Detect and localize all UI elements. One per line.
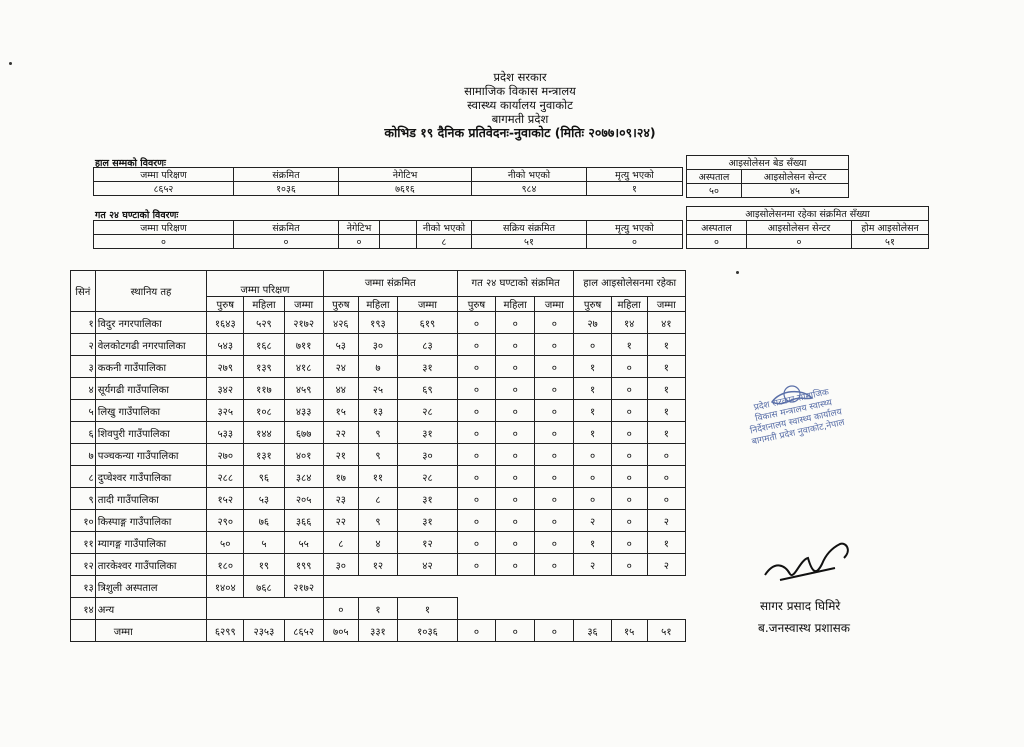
row-value: ७११ <box>284 334 323 356</box>
sub-header-cell: पुरुष <box>574 297 611 312</box>
header-line-3: स्वास्थ्य कार्यालय नुवाकोट <box>467 98 573 112</box>
row-value: १९९ <box>284 554 323 576</box>
row-value: ३० <box>358 334 397 356</box>
row-serial: ३ <box>71 356 96 378</box>
summary-24h-header-cell: जम्मा परिक्षण <box>94 221 234 235</box>
row-value: ८ <box>358 488 397 510</box>
row-value: २ <box>574 554 611 576</box>
report-title: कोभिड १९ दैनिक प्रतिवेदनः-नुवाकोट (मितिः २०७७।०९।२४) <box>384 125 656 140</box>
summary-header-cell: नीको भएको <box>472 168 587 182</box>
row-value: १ <box>647 422 685 444</box>
summary-24h-value-cell: ० <box>339 235 380 249</box>
row-value: १ <box>574 356 611 378</box>
row-value: ० <box>535 312 574 334</box>
isolation-infected-table <box>686 206 929 249</box>
row-value: १९ <box>244 554 284 576</box>
row-value: ११ <box>358 466 397 488</box>
group-infected-header: जम्मा संक्रमित <box>323 271 457 297</box>
header-line-4: बागमती प्रदेश <box>491 112 549 126</box>
total-value: ७०५ <box>323 620 358 642</box>
row-value: ० <box>535 378 574 400</box>
col-sn-header: सिनं <box>71 271 96 312</box>
table-row <box>71 334 686 356</box>
row-value: ० <box>457 532 495 554</box>
row-value: ३० <box>398 444 458 466</box>
sub-header-cell: पुरुष <box>323 297 358 312</box>
row-value: ० <box>457 400 495 422</box>
row-value: ० <box>647 488 685 510</box>
row-value: ४ <box>358 532 397 554</box>
total-value: ० <box>457 620 495 642</box>
row-serial: १० <box>71 510 96 532</box>
row-empty <box>207 598 324 620</box>
row-value: १४४ <box>244 422 284 444</box>
row-value: ६१९ <box>398 312 458 334</box>
row-value: ० <box>574 488 611 510</box>
row-value: १५२ <box>207 488 244 510</box>
row-value: ० <box>496 488 535 510</box>
row-value: ० <box>457 554 495 576</box>
row-value: १ <box>574 422 611 444</box>
row-value: ० <box>535 554 574 576</box>
row-value: ५३३ <box>207 422 244 444</box>
row-value: २८८ <box>207 466 244 488</box>
isolation-infected-value: ० <box>687 235 747 249</box>
row-local-name: त्रिशुली अस्पताल <box>95 576 206 598</box>
row-serial: ११ <box>71 532 96 554</box>
row-value: ४५९ <box>284 378 323 400</box>
table-row <box>71 576 686 598</box>
row-local-name: ककनी गाउँपालिका <box>95 356 206 378</box>
row-value: १७ <box>323 466 358 488</box>
row-value: ० <box>496 356 535 378</box>
row-value: ८३ <box>398 334 458 356</box>
summary-24h-value-cell: ८ <box>417 235 472 249</box>
row-value: ४१ <box>647 312 685 334</box>
row-value: १ <box>647 532 685 554</box>
row-value: ४१८ <box>284 356 323 378</box>
table-row <box>71 510 686 532</box>
row-value: ० <box>496 312 535 334</box>
row-value: ३२५ <box>207 400 244 422</box>
row-local-name: शिवपुरी गाउँपालिका <box>95 422 206 444</box>
row-value: ४४ <box>323 378 358 400</box>
summary-24h-value-cell: ० <box>587 235 683 249</box>
table-row <box>71 356 686 378</box>
row-value: ४३३ <box>284 400 323 422</box>
row-value: १ <box>398 598 458 620</box>
row-value: ७ <box>358 356 397 378</box>
row-serial: ४ <box>71 378 96 400</box>
row-value: ५५ <box>284 532 323 554</box>
row-value: ० <box>457 422 495 444</box>
row-value: ६७७ <box>284 422 323 444</box>
summary-24h-header-cell <box>380 221 417 235</box>
signatory-name: सागर प्रसाद घिमिरे <box>760 599 841 613</box>
group-isolation-header: हाल आइसोलेसनमा रहेका <box>574 271 686 297</box>
group-tests-header: जम्मा परिक्षण <box>207 271 324 297</box>
row-value: १४ <box>611 312 647 334</box>
row-serial: ६ <box>71 422 96 444</box>
row-value: ३४२ <box>207 378 244 400</box>
row-value: २ <box>647 554 685 576</box>
row-value: २१७२ <box>284 576 323 598</box>
row-local-name: किस्पाङ्ग गाउँपालिका <box>95 510 206 532</box>
row-value: ८ <box>323 532 358 554</box>
row-value: २७ <box>574 312 611 334</box>
sub-header-cell: महिला <box>358 297 397 312</box>
isolation-infected-title: आइसोलेसनमा रहेका संक्रमित सँख्या <box>687 207 929 221</box>
isolation-bed-title: आइसोलेसन बेड सँख्या <box>687 156 849 170</box>
row-value: ० <box>457 510 495 532</box>
summary-24h-header-cell: नेगेटिभ <box>339 221 380 235</box>
row-value: ९ <box>358 422 397 444</box>
total-value: १०३६ <box>398 620 458 642</box>
row-value: ३६६ <box>284 510 323 532</box>
row-value: ० <box>496 466 535 488</box>
row-value: १ <box>358 598 397 620</box>
table-row <box>71 598 686 620</box>
row-local-name: लिखु गाउँपालिका <box>95 400 206 422</box>
row-value: ० <box>611 400 647 422</box>
isolation-bed-table <box>686 155 849 198</box>
row-value: २१ <box>323 444 358 466</box>
row-value: ५४३ <box>207 334 244 356</box>
row-value: ० <box>611 488 647 510</box>
summary-value-cell: ८६५२ <box>94 182 234 196</box>
row-value: १६८ <box>244 334 284 356</box>
sub-header-cell: महिला <box>244 297 284 312</box>
sub-header-cell: जम्मा <box>647 297 685 312</box>
row-value: ५३ <box>244 488 284 510</box>
row-local-name: तादी गाउँपालिका <box>95 488 206 510</box>
sub-header-cell: महिला <box>611 297 647 312</box>
row-value: ५ <box>244 532 284 554</box>
table-row <box>71 378 686 400</box>
row-value: ० <box>647 466 685 488</box>
isolation-infected-header: होम आइसोलेसन <box>852 221 929 235</box>
row-value: २७९ <box>207 356 244 378</box>
summary-header-cell: जम्मा परिक्षण <box>94 168 234 182</box>
row-serial: ७ <box>71 444 96 466</box>
row-empty <box>457 598 685 620</box>
row-value: ४२६ <box>323 312 358 334</box>
sub-header-cell: महिला <box>496 297 535 312</box>
sub-header-cell: जम्मा <box>398 297 458 312</box>
row-value: ० <box>611 532 647 554</box>
row-value: १३९ <box>244 356 284 378</box>
row-value: १ <box>574 400 611 422</box>
summary-header-cell: मृत्यु भएको <box>587 168 683 182</box>
summary-24h-header-cell: सक्रिय संक्रमित <box>472 221 587 235</box>
total-value: ८६५२ <box>284 620 323 642</box>
summary-total-header-row <box>94 168 683 182</box>
signature <box>760 530 860 590</box>
scan-speck <box>736 271 739 274</box>
row-value: १३१ <box>244 444 284 466</box>
summary-24h-header-cell: संक्रमित <box>234 221 339 235</box>
row-serial: १३ <box>71 576 96 598</box>
row-value: ० <box>457 444 495 466</box>
table-row <box>71 400 686 422</box>
row-value: ९ <box>358 510 397 532</box>
row-value: १ <box>647 400 685 422</box>
total-value: ० <box>535 620 574 642</box>
row-value: ४०१ <box>284 444 323 466</box>
table-row <box>71 312 686 334</box>
total-label: जम्मा <box>95 620 206 642</box>
isolation-header-cell: आइसोलेसन सेन्टर <box>742 170 849 184</box>
row-value: ० <box>611 356 647 378</box>
table-row <box>71 422 686 444</box>
row-value: १ <box>647 334 685 356</box>
isolation-infected-header: अस्पताल <box>687 221 747 235</box>
row-value: ० <box>611 554 647 576</box>
row-value: १४०४ <box>207 576 244 598</box>
row-value: ११७ <box>244 378 284 400</box>
row-value: २१७२ <box>284 312 323 334</box>
row-value: १५ <box>323 400 358 422</box>
summary-value-cell: १०३६ <box>234 182 339 196</box>
row-value: ० <box>611 510 647 532</box>
summary-24h-value-row <box>94 235 683 249</box>
row-value: २८ <box>398 400 458 422</box>
header-line-1: प्रदेश सरकार <box>493 70 547 84</box>
total-value: ० <box>496 620 535 642</box>
total-value: ३३१ <box>358 620 397 642</box>
row-value: ० <box>496 510 535 532</box>
row-value: १२ <box>398 532 458 554</box>
row-local-name: विदुर नगरपालिका <box>95 312 206 334</box>
row-value: ० <box>611 444 647 466</box>
total-value: ५१ <box>647 620 685 642</box>
row-value: ० <box>611 378 647 400</box>
table-row <box>71 488 686 510</box>
row-empty <box>323 576 685 598</box>
row-value: १ <box>574 532 611 554</box>
row-value: २५ <box>358 378 397 400</box>
row-serial: १ <box>71 312 96 334</box>
main-group-header-row <box>71 271 686 297</box>
row-local-name: तारकेश्वर गाउँपालिका <box>95 554 206 576</box>
row-value: ३० <box>323 554 358 576</box>
row-value: २९० <box>207 510 244 532</box>
row-value: १ <box>647 356 685 378</box>
report-header <box>300 70 740 140</box>
summary-24h-header-row <box>94 221 683 235</box>
col-local-header: स्थानिय तह <box>95 271 206 312</box>
row-value: ० <box>535 488 574 510</box>
row-value: ० <box>457 378 495 400</box>
row-value: १०८ <box>244 400 284 422</box>
row-value: ० <box>574 444 611 466</box>
row-local-name: पञ्चकन्या गाउँपालिका <box>95 444 206 466</box>
row-serial: ९ <box>71 488 96 510</box>
row-value: ० <box>496 378 535 400</box>
row-value: १ <box>611 334 647 356</box>
row-value: ० <box>457 312 495 334</box>
isolation-infected-header: आइसोलेसन सेन्टर <box>747 221 852 235</box>
row-local-name: सूर्यगढी गाउँपालिका <box>95 378 206 400</box>
row-serial: ५ <box>71 400 96 422</box>
summary-24h-value-cell <box>380 235 417 249</box>
row-value: ० <box>611 466 647 488</box>
row-value: २०५ <box>284 488 323 510</box>
row-value: ० <box>574 466 611 488</box>
row-value: ० <box>496 554 535 576</box>
row-value: ३१ <box>398 510 458 532</box>
scan-speck <box>9 62 12 65</box>
row-value: ३१ <box>398 356 458 378</box>
row-value: २७० <box>207 444 244 466</box>
row-value: ० <box>535 400 574 422</box>
row-value: ० <box>457 488 495 510</box>
row-value: ० <box>535 466 574 488</box>
summary-value-cell: १ <box>587 182 683 196</box>
summary-value-cell: ९८४ <box>472 182 587 196</box>
row-value: ० <box>323 598 358 620</box>
row-value: १ <box>647 378 685 400</box>
summary-24h-value-cell: ० <box>234 235 339 249</box>
total-value: ३६ <box>574 620 611 642</box>
table-row <box>71 466 686 488</box>
summary-24h-value-cell: ० <box>94 235 234 249</box>
summary-24h-table <box>93 220 683 249</box>
row-value: २४ <box>323 356 358 378</box>
row-value: २२ <box>323 510 358 532</box>
header-line-2: सामाजिक विकास मन्त्रालय <box>464 84 576 98</box>
row-value: ० <box>535 422 574 444</box>
summary-value-cell: ७६१६ <box>339 182 472 196</box>
row-value: ० <box>535 356 574 378</box>
summary-total-table <box>93 167 683 196</box>
row-value: १३ <box>358 400 397 422</box>
summary-24h-caption: गत २४ घण्टाको विवरणः <box>95 210 179 221</box>
row-value: ४२ <box>398 554 458 576</box>
row-value: ० <box>496 334 535 356</box>
table-row <box>71 554 686 576</box>
row-value: ३८४ <box>284 466 323 488</box>
summary-total-caption: हाल सम्मको विवरणः <box>95 158 166 169</box>
sub-header-cell: पुरुष <box>457 297 495 312</box>
row-value: ० <box>535 444 574 466</box>
row-value: १९३ <box>358 312 397 334</box>
signatory-title: ब.जनस्वास्थ प्रशासक <box>758 621 851 635</box>
row-value: ७६ <box>244 510 284 532</box>
row-value: ५३ <box>323 334 358 356</box>
row-serial: ८ <box>71 466 96 488</box>
row-value: १८० <box>207 554 244 576</box>
row-value: ० <box>611 422 647 444</box>
row-value: ० <box>496 400 535 422</box>
row-value: ० <box>457 356 495 378</box>
row-value: १ <box>574 378 611 400</box>
row-value: ० <box>535 334 574 356</box>
isolation-infected-value: ० <box>747 235 852 249</box>
row-serial <box>71 620 96 642</box>
stamp-text: प्रदेश सरकार सामाजिक विकास मन्त्रालय स्वास्थ्य निर्देशनालय स्वास्थ्य कार्यालय बागमती प्रदेश नुवाकोट,नेपाल <box>749 387 846 448</box>
row-value: ० <box>647 444 685 466</box>
row-value: ० <box>574 334 611 356</box>
row-value: २३ <box>323 488 358 510</box>
summary-total-value-row <box>94 182 683 196</box>
summary-24h-header-cell: मृत्यु भएको <box>587 221 683 235</box>
row-value: ९ <box>358 444 397 466</box>
row-value: ५२९ <box>244 312 284 334</box>
row-value: २ <box>574 510 611 532</box>
row-serial: १२ <box>71 554 96 576</box>
local-level-table <box>70 270 686 642</box>
row-value: २ <box>647 510 685 532</box>
summary-header-cell: संक्रमित <box>234 168 339 182</box>
summary-header-cell: नेगेटिभ <box>339 168 472 182</box>
sub-header-cell: जम्मा <box>535 297 574 312</box>
summary-24h-value-cell: ५१ <box>472 235 587 249</box>
sub-header-cell: जम्मा <box>284 297 323 312</box>
row-value: ३१ <box>398 488 458 510</box>
row-local-name: अन्य <box>95 598 206 620</box>
row-value: १६४३ <box>207 312 244 334</box>
row-value: ५० <box>207 532 244 554</box>
row-value: ० <box>496 444 535 466</box>
row-value: ० <box>496 532 535 554</box>
row-value: २८ <box>398 466 458 488</box>
group-24h-header: गत २४ घण्टाको संक्रमित <box>457 271 574 297</box>
row-value: ० <box>457 334 495 356</box>
total-value: १५ <box>611 620 647 642</box>
isolation-infected-value: ५१ <box>852 235 929 249</box>
row-value: १२ <box>358 554 397 576</box>
row-serial: १४ <box>71 598 96 620</box>
row-value: ९६ <box>244 466 284 488</box>
row-value: ० <box>535 510 574 532</box>
row-value: ० <box>496 422 535 444</box>
row-value: २२ <box>323 422 358 444</box>
row-value: ० <box>535 532 574 554</box>
row-local-name: म्यागङ्ग गाउँपालिका <box>95 532 206 554</box>
isolation-value-cell: ५० <box>687 184 742 198</box>
total-row <box>71 620 686 642</box>
row-local-name: दुप्चेश्वर गाउँपालिका <box>95 466 206 488</box>
sub-header-cell: पुरुष <box>207 297 244 312</box>
row-serial: २ <box>71 334 96 356</box>
isolation-header-cell: अस्पताल <box>687 170 742 184</box>
row-value: ३१ <box>398 422 458 444</box>
row-value: ६९ <box>398 378 458 400</box>
row-value: ० <box>457 466 495 488</box>
summary-24h-header-cell: नीको भएको <box>417 221 472 235</box>
total-value: २३५३ <box>244 620 284 642</box>
table-row <box>71 532 686 554</box>
isolation-value-cell: ४५ <box>742 184 849 198</box>
total-value: ६२९९ <box>207 620 244 642</box>
table-row <box>71 444 686 466</box>
row-local-name: वेलकोटगढी नगरपालिका <box>95 334 206 356</box>
row-value: ७६८ <box>244 576 284 598</box>
